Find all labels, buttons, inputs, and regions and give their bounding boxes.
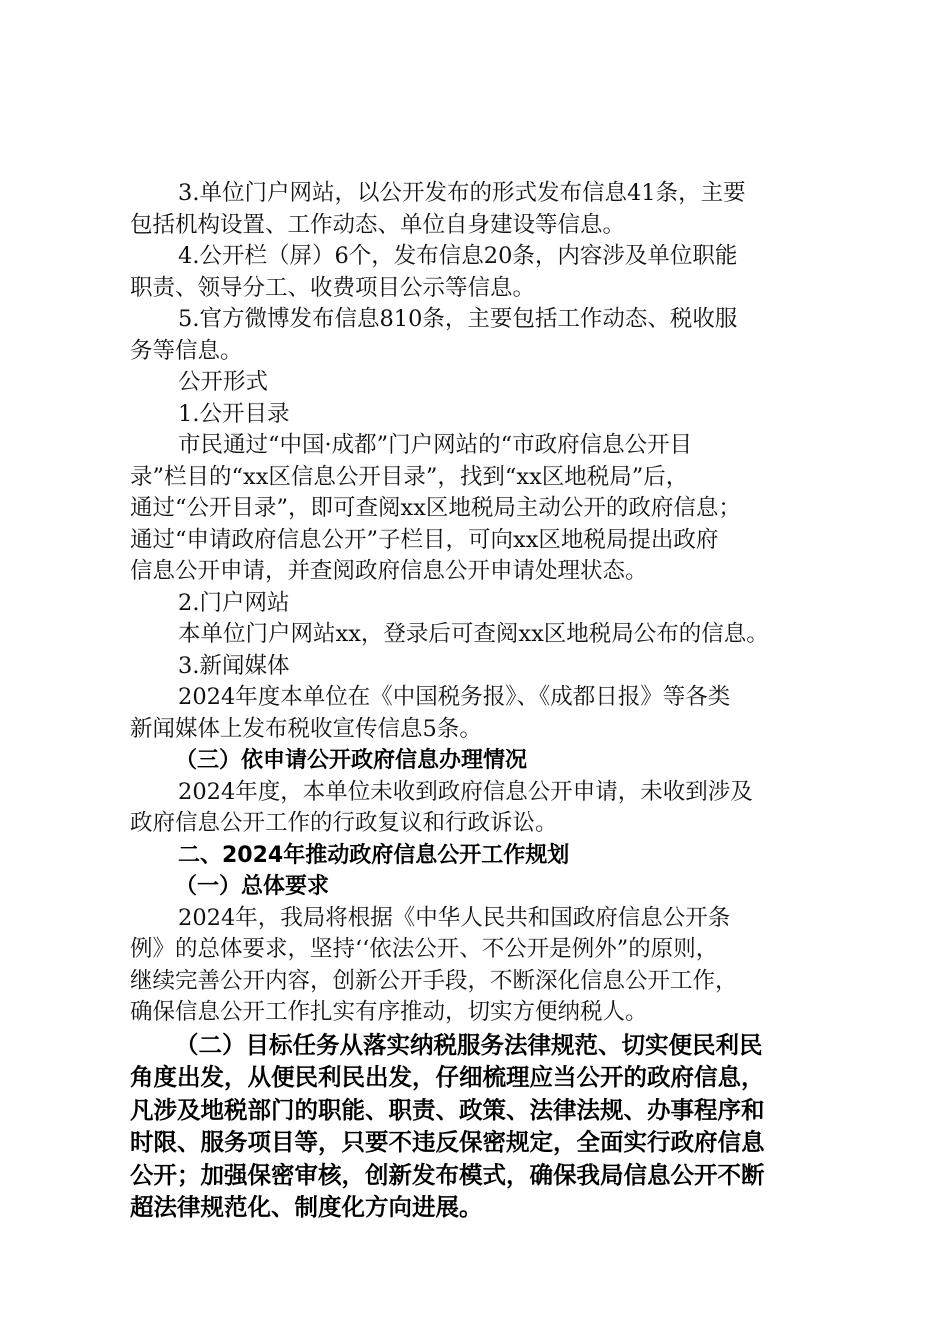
- paragraph-line: 职责、领导分工、收费项目公示等信息。: [130, 274, 536, 301]
- subsection-label: 2.门户网站: [178, 589, 290, 616]
- paragraph-line: 确保信息公开工作扎实有序推动，切实方便纳税人。: [130, 999, 648, 1025]
- paragraph-line: 市民通过“中国·成都”门户网站的“市政府信息公开目: [178, 432, 693, 458]
- paragraph-line: 通过“申请政府信息公开”子栏目，可向xx区地税局提出政府: [130, 526, 719, 553]
- chapter-heading: 二、2024年推动政府信息公开工作规划: [178, 842, 570, 868]
- paragraph-line: 通过“公开目录”，即可查阅xx区地税局主动公开的政府信息；: [130, 495, 741, 521]
- paragraph-line: 本单位门户网站xx，登录后可查阅xx区地税局公布的信息。: [178, 621, 769, 647]
- paragraph-line: 包括机构设置、工作动态、单位自身建设等信息。: [130, 211, 626, 238]
- paragraph-line: 务等信息。: [130, 337, 243, 364]
- section-label: 公开形式: [178, 369, 269, 395]
- paragraph-line: 信息公开申请，并查阅政府信息公开申请处理状态。: [130, 558, 648, 584]
- section-heading: （一）总体要求: [175, 874, 330, 899]
- bold-paragraph-line: 角度出发，从便民利民出发，仔细梳理应当公开的政府信息，: [130, 1063, 765, 1091]
- bold-paragraph-line: 超法律规范化、制度化方向进展。: [130, 1193, 483, 1221]
- paragraph-line: 2024年度本单位在《中国税务报》、《成都日报》等各类: [178, 684, 731, 710]
- document-body: [130, 178, 845, 1224]
- bold-paragraph-line: 时限、服务项目等，只要不违反保密规定，全面实行政府信息: [130, 1128, 765, 1156]
- paragraph-line: 例》的总体要求，坚持‘‘依法公开、不公开是例外”的原则，: [130, 936, 719, 962]
- paragraph-line: 3.单位门户网站，以公开发布的形式发布信息41条，主要: [178, 180, 746, 206]
- paragraph-line: 新闻媒体上发布税收宣传信息5条。: [130, 715, 482, 742]
- paragraph-line: 2024年，我局将根据《中华人民共和国政府信息公开条: [178, 904, 731, 931]
- subsection-label: 3.新闻媒体: [178, 652, 290, 679]
- paragraph-line: 2024年度，本单位未收到政府信息公开申请，未收到涉及: [178, 778, 753, 805]
- bold-paragraph-line: 凡涉及地税部门的职能、职责、政策、法律法规、办事程序和: [130, 1095, 765, 1124]
- bold-paragraph-line: （二）目标任务从落实纳税服务法律规范、切实便民利民: [175, 1030, 763, 1059]
- paragraph-line: 4.公开栏（屏）6个，发布信息20条，内容涉及单位职能: [178, 243, 738, 269]
- section-heading: （三）依申请公开政府信息办理情况: [175, 748, 528, 773]
- paragraph-line: 继续完善公开内容，创新公开手段，不断深化信息公开工作，: [130, 967, 738, 994]
- bold-paragraph-line: 公开；加强保密审核，创新发布模式，确保我局信息公开不断: [130, 1160, 765, 1189]
- subsection-label: 1.公开目录: [178, 400, 290, 427]
- paragraph-line: 5.官方微博发布信息810条，主要包括工作动态、税收服: [178, 306, 738, 332]
- paragraph-line: 录”栏目的“xx区信息公开目录”，找到“xx区地税局”后，: [130, 463, 689, 490]
- paragraph-line: 政府信息公开工作的行政复议和行政诉讼。: [130, 810, 558, 836]
